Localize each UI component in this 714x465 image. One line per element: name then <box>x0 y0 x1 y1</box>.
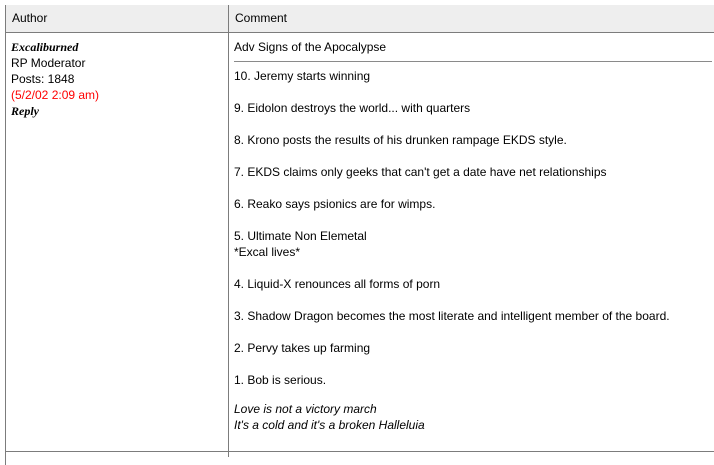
post-body <box>234 68 712 404</box>
signature-line: Love is not a victory march <box>234 402 377 416</box>
list-item: 2. Pervy takes up farming <box>234 341 371 355</box>
column-divider <box>228 5 229 457</box>
author-cell <box>11 39 221 119</box>
reply-link[interactable]: Reply <box>11 104 39 118</box>
subject-divider <box>234 61 712 62</box>
post-subject: Adv Signs of the Apocalypse <box>234 40 387 54</box>
list-item: 1. Bob is serious. <box>234 373 327 387</box>
list-item: 9. Eidolon destroys the world... with quarters <box>234 101 471 115</box>
column-header-author: Author <box>6 5 228 33</box>
column-header-comment: Comment <box>229 5 714 33</box>
list-item: 5. Ultimate Non Elemetal <box>234 229 367 243</box>
list-item: 6. Reako says psionics are for wimps. <box>234 197 436 211</box>
author-rank: RP Moderator <box>11 56 86 70</box>
signature-line: It's a cold and it's a broken Halleluia <box>234 418 425 432</box>
author-name[interactable]: Excaliburned <box>11 40 79 54</box>
list-item: 3. Shadow Dragon becomes the most literate and intelligent member of the board. <box>234 309 670 323</box>
list-item: 8. Krono posts the results of his drunken rampage EKDS style. <box>234 133 567 147</box>
list-item: 10. Jeremy starts winning <box>234 69 371 83</box>
list-item: 7. EKDS claims only geeks that can't get a date have net relationships <box>234 165 607 179</box>
post-timestamp: (5/2/02 2:09 am) <box>11 88 100 102</box>
row-divider <box>5 451 714 452</box>
author-post-count: Posts: 1848 <box>11 72 75 86</box>
signature <box>234 401 712 433</box>
comment-cell <box>234 39 712 55</box>
list-item: 4. Liquid-X renounces all forms of porn <box>234 277 441 291</box>
list-item-note: *Excal lives* <box>234 245 301 259</box>
